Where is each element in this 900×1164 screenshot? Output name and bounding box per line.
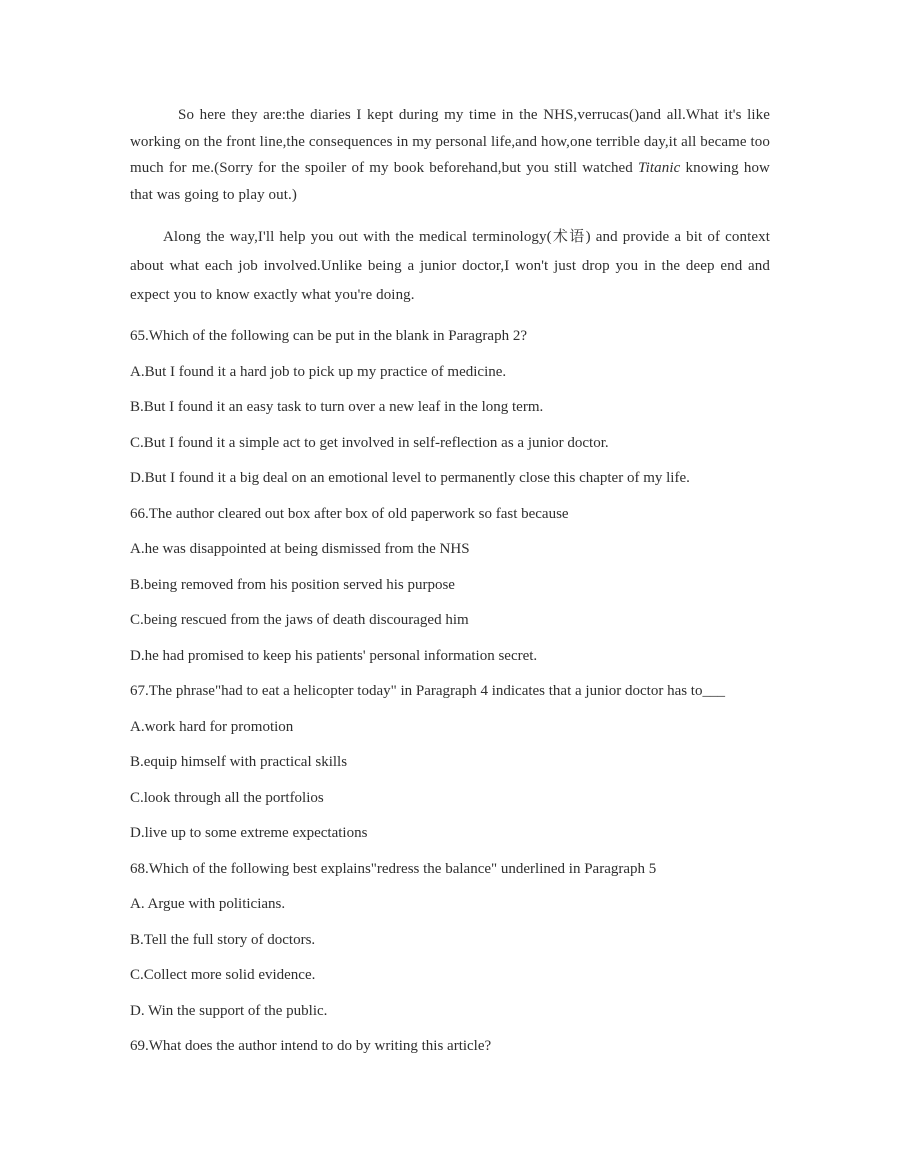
question-66-option-c: C.being rescued from the jaws of death discouraged him <box>130 612 469 628</box>
question-67-option-d: D.live up to some extreme expectations <box>130 825 368 841</box>
question-68-option-c: C.Collect more solid evidence. <box>130 967 316 983</box>
question-68-option-d: D. Win the support of the public. <box>130 1002 328 1019</box>
book-title-italic: Titanic <box>638 160 681 176</box>
question-67-option-c: C.look through all the portfolios <box>130 789 324 806</box>
question-66-option-a: A.he was disappointed at being dismissed from the NHS <box>130 541 470 557</box>
paragraph-1 <box>130 102 770 208</box>
questions-section <box>130 319 770 1065</box>
question-66-stem: 66.The author cleared out box after box of old paperwork so fast because <box>130 505 569 522</box>
question-69-stem: 69.What does the author intend to do by writing this article? <box>130 1038 492 1054</box>
question-66-option-d: D.he had promised to keep his patients' personal information secret. <box>130 647 538 664</box>
paragraph-1-text: So here they are:the diaries I kept during my time in the NHS,verrucas()and all.What it's like working on the front line,the consequences in my personal life,and how,one terrible day,it all became too much for me.(Sorry for the spoiler of my book beforehand,but you still watched <box>130 107 770 176</box>
paragraph-2: Along the way,I'll help you out with the medical terminology(术语) and provide a bit of context about what each job involved.Unlike being a junior doctor,I won't just drop you in the deep end and expect you to know exactly what you're doing. <box>130 229 770 303</box>
question-67-option-b: B.equip himself with practical skills <box>130 754 348 770</box>
question-68-option-b: B.Tell the full story of doctors. <box>130 931 316 948</box>
question-68-option-a: A. Argue with politicians. <box>130 896 286 912</box>
paragraph-1-text-after: knowing how that was going to play out.) <box>130 160 770 203</box>
question-65-option-a: A.But I found it a hard job to pick up my practice of medicine. <box>130 363 507 380</box>
question-67-stem: 67.The phrase"had to eat a helicopter today" in Paragraph 4 indicates that a junior doctor has to___ <box>130 683 725 699</box>
question-67-option-a: A.work hard for promotion <box>130 718 294 735</box>
question-65-option-b: B.But I found it an easy task to turn over a new leaf in the long term. <box>130 399 544 415</box>
question-68-stem: 68.Which of the following best explains"redress the balance" underlined in Paragraph 5 <box>130 860 657 877</box>
question-66-option-b: B.being removed from his position served his purpose <box>130 576 455 593</box>
question-65-option-c: C.But I found it a simple act to get involved in self-reflection as a junior doctor. <box>130 434 609 451</box>
question-65-option-d: D.But I found it a big deal on an emotional level to permanently close this chapter of my life. <box>130 470 690 486</box>
question-65-stem: 65.Which of the following can be put in the blank in Paragraph 2? <box>130 328 527 344</box>
